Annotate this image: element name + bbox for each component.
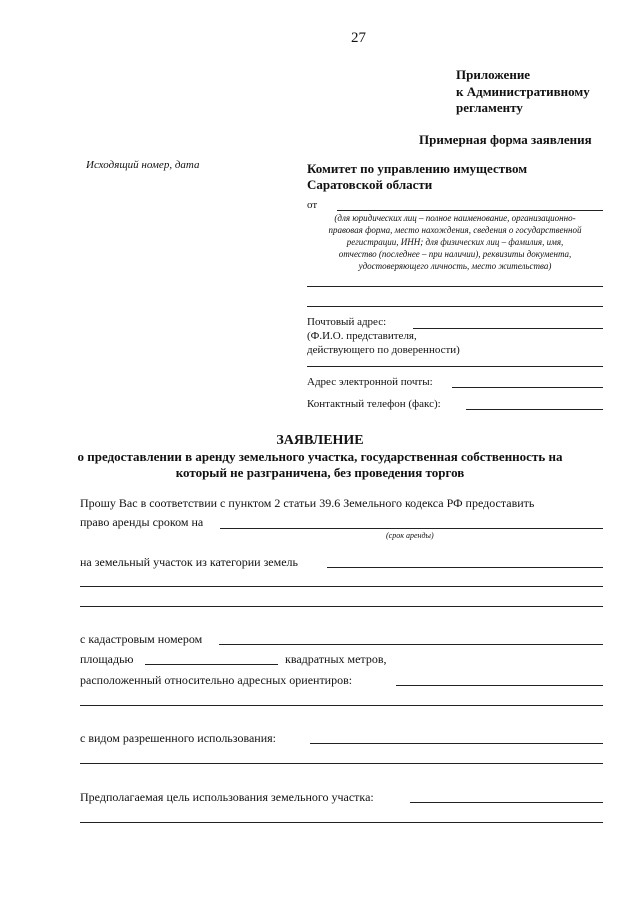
- postal-address-line[interactable]: [413, 328, 603, 329]
- area-line[interactable]: [145, 664, 278, 665]
- appendix-line-3: регламенту: [456, 100, 523, 115]
- area-label: площадью: [80, 652, 134, 666]
- applicant-hint-line: (для юридических лиц – полное наименование, организационно-: [334, 213, 576, 223]
- statement-subtitle-1: о предоставлении в аренду земельного участка, государственная собственность на: [77, 449, 563, 464]
- phone-line[interactable]: [466, 409, 603, 410]
- land-category-line-3[interactable]: [80, 606, 603, 607]
- location-line-2[interactable]: [80, 705, 603, 706]
- applicant-hint-line: удостоверяющего личность, место жительства): [358, 261, 552, 271]
- applicant-hint-line: регистрации, ИНН; для физических лиц – фамилия, имя,: [346, 237, 564, 247]
- land-category-line-2[interactable]: [80, 586, 603, 587]
- request-line-2: право аренды сроком на: [80, 515, 204, 529]
- appendix-line-1: Приложение: [456, 67, 531, 82]
- location-label: расположенный относительно адресных ориентиров:: [80, 673, 353, 687]
- cadastral-label: с кадастровым номером: [80, 632, 203, 646]
- location-line[interactable]: [396, 685, 603, 686]
- applicant-line-2[interactable]: [307, 286, 603, 287]
- applicant-line-3[interactable]: [307, 306, 603, 307]
- from-label: от: [307, 199, 318, 211]
- applicant-line[interactable]: [337, 210, 603, 211]
- applicant-hint: [305, 212, 605, 272]
- postal-label-2: (Ф.И.О. представителя,: [307, 330, 417, 342]
- lease-term-line[interactable]: [220, 528, 603, 529]
- email-line[interactable]: [452, 387, 603, 388]
- permitted-use-line-2[interactable]: [80, 763, 603, 764]
- area-unit: квадратных метров,: [285, 652, 387, 666]
- recipient-line-2: Саратовской области: [307, 177, 433, 192]
- purpose-line-2[interactable]: [80, 822, 603, 823]
- lease-term-hint: (срок аренды): [386, 531, 434, 540]
- permitted-use-line[interactable]: [310, 743, 603, 744]
- land-category-label: на земельный участок из категории земель: [80, 555, 299, 569]
- phone-label: Контактный телефон (факс):: [307, 398, 441, 410]
- land-category-line[interactable]: [327, 567, 603, 568]
- purpose-line[interactable]: [410, 802, 603, 803]
- request-line-1: Прошу Вас в соответствии с пунктом 2 статьи 39.6 Земельного кодекса РФ предоставить: [80, 496, 535, 510]
- email-label: Адрес электронной почты:: [307, 376, 433, 388]
- form-title: Примерная форма заявления: [419, 132, 592, 147]
- outgoing-number-label: Исходящий номер, дата: [86, 159, 200, 171]
- appendix-line-2: к Административному: [456, 84, 590, 99]
- postal-address-line-2[interactable]: [307, 366, 603, 367]
- cadastral-number-line[interactable]: [219, 644, 603, 645]
- statement-subtitle-2: который не разграничена, без проведения торгов: [175, 465, 465, 480]
- purpose-label: Предполагаемая цель использования земельного участка:: [80, 790, 374, 804]
- applicant-hint-line: правовая форма, место нахождения, сведения о государственной: [328, 225, 582, 235]
- applicant-hint-line: отчество (последнее – при наличии), реквизиты документа,: [338, 249, 572, 259]
- statement-heading: ЗАЯВЛЕНИЕ: [276, 433, 364, 448]
- postal-label-1: Почтовый адрес:: [307, 316, 387, 328]
- recipient-line-1: Комитет по управлению имуществом: [307, 161, 528, 176]
- permitted-use-label: с видом разрешенного использования:: [80, 731, 276, 745]
- postal-label-3: действующего по доверенности): [307, 344, 460, 356]
- page-number: 27: [351, 30, 366, 46]
